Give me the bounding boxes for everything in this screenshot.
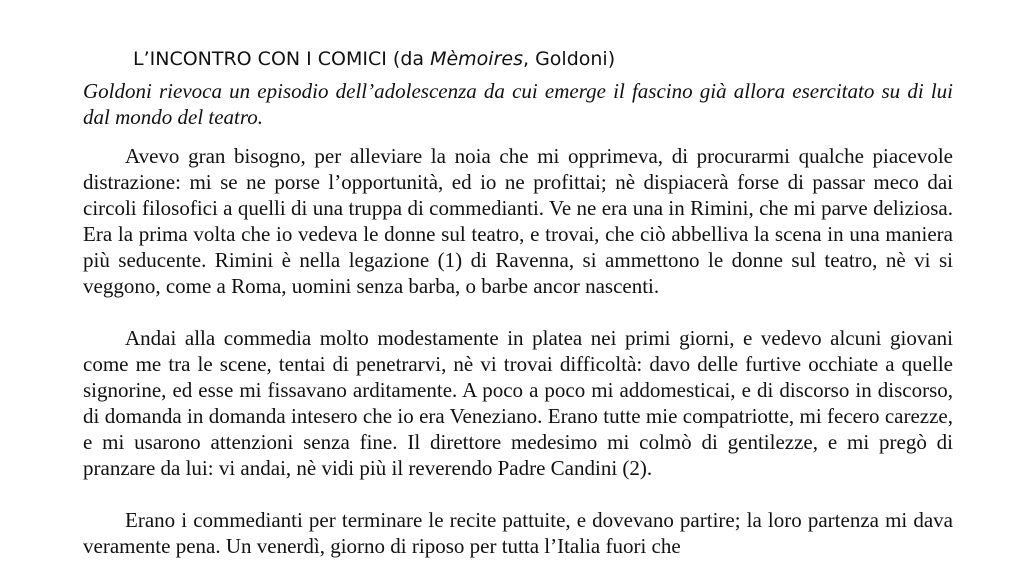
paragraph-3: Erano i commedianti per terminare le recite pattuite, e dovevano partire; la loro partenza mi dava veramente pena. Un venerdì, giorno di riposo per tutta l’Italia fuori che (83, 508, 953, 558)
paragraph-1: Avevo gran bisogno, per alleviare la noia che mi opprimeva, di procurarmi qualche piacevole distrazione: mi se ne porse l’opportunità, ed io ne profittai; nè dispiacerà forse di passar meco dai circoli filosofici a quelli di una truppa di commedianti. Ve ne era una in Rimini, che mi parve deliziosa. Era la prima volta che io vedeva le donne sul teatro, e trovai, che ciò abbelliva la scena in una maniera più seducente. Rimini è nella legazione (1) di Ravenna, si ammettono le donne sul teatro, nè vi si veggono, come a Roma, uomini senza barba, o barbe ancor nascenti. (83, 144, 953, 298)
title-italic-work: Mèmoires (430, 48, 523, 70)
title-prefix: L’INCONTRO CON I COMICI (da (133, 48, 431, 70)
paragraph-2: Andai alla commedia molto modestamente in platea nei primi giorni, e vedevo alcuni giovani come me tra le scene, tentai di penetrarvi, nè vi trovai difficoltà: davo delle furtive occhiate a quelle signorine, ed esse mi fissavano arditamente. A poco a poco mi addomesticai, e di discorso in discorso, di domanda in domanda intesero che io era Veneziano. Erano tutte mie compatriotte, mi fecero carezze, e mi usarono attenzioni senza fine. Il direttore medesimo mi colmò di gentilezze, e mi pregò di pranzare da lui: vi andai, nè vidi più il reverendo Padre Candini (2). (83, 326, 953, 480)
document-title (133, 46, 615, 72)
title-suffix: , Goldoni) (523, 48, 616, 70)
document-subtitle: Goldoni rievoca un episodio dell’adolescenza da cui emerge il fascino già allora esercitato su di lui dal mondo del teatro. (83, 79, 953, 129)
